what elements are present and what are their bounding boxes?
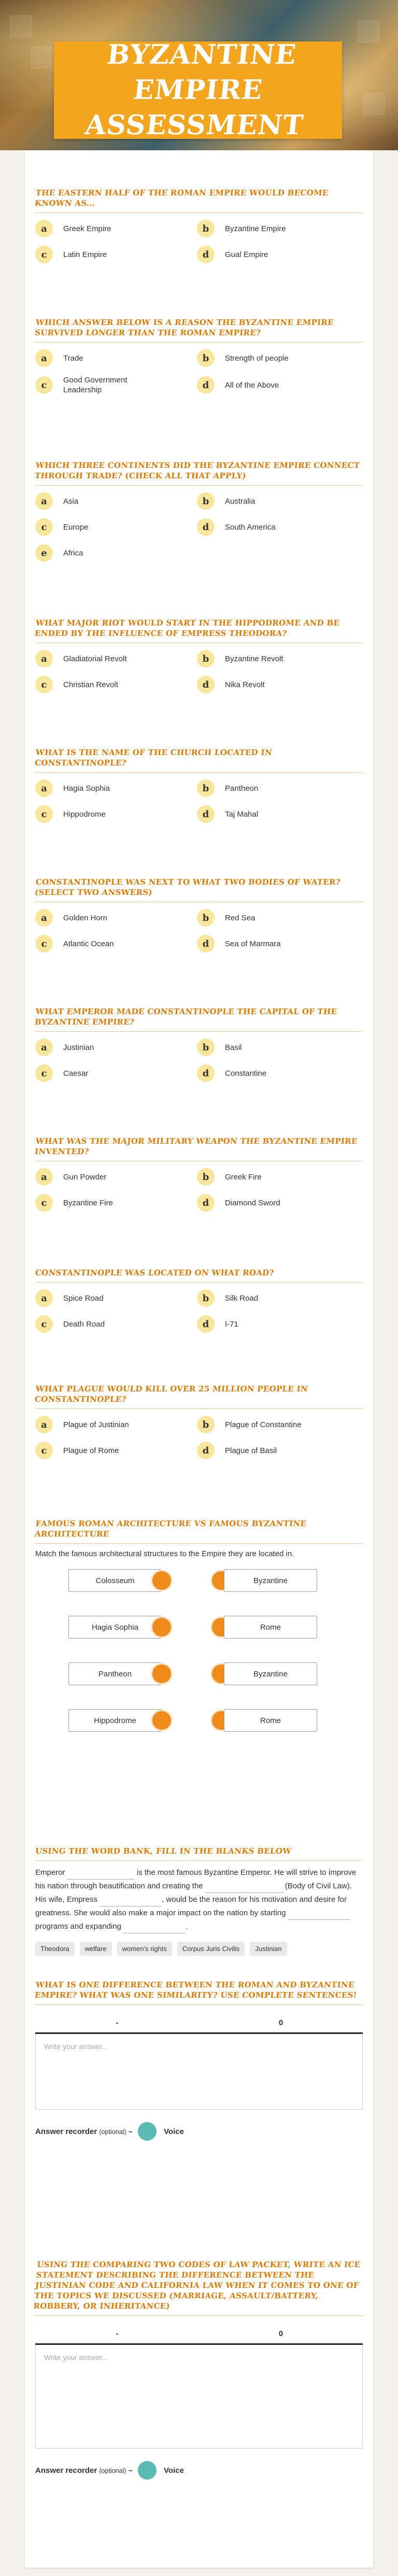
question-title: THE EASTERN HALF OF THE ROMAN EMPIRE WOULD BECOME KNOWN AS... (34, 188, 329, 208)
option-label: Good Government Leadership (63, 376, 127, 394)
divider (35, 212, 363, 213)
option-letter: d (197, 805, 215, 823)
question-title: WHAT IS ONE DIFFERENCE BETWEEN THE ROMAN AND BYZANTINE EMPIRE? WHAT WAS ONE SIMILARITY? USE COMPLETE SENTENCES! (34, 1980, 358, 2000)
option-label: Sea of Marmara (225, 939, 281, 948)
title-banner (54, 41, 342, 139)
option-letter: c (35, 246, 53, 263)
option-d[interactable] (197, 1440, 352, 1461)
divider (35, 1543, 363, 1544)
question-title: USING THE WORD BANK, FILL IN THE BLANKS BELOW (35, 1846, 292, 1856)
option-label: I-71 (225, 1319, 238, 1329)
option-d[interactable] (197, 933, 352, 954)
table-col: - (116, 2018, 119, 2027)
option-letter: c (35, 676, 53, 693)
option-label: Gladiatorial Revolt (63, 654, 127, 663)
match-left-item[interactable]: Colosseum (68, 1569, 162, 1592)
option-c[interactable] (35, 244, 191, 265)
option-c[interactable] (35, 1314, 191, 1334)
match-left-item[interactable]: Hagia Sophia (68, 1616, 162, 1639)
option-letter: d (197, 935, 215, 952)
fill-text: (Body of Civil Law). His wife, Empress (35, 1882, 352, 1904)
matching-question (35, 1518, 363, 1766)
option-label: Greek Fire (225, 1172, 262, 1182)
option-label: Latin Empire (63, 250, 107, 259)
option-label: Byzantine Revolt (225, 654, 283, 663)
option-letter: a (35, 1038, 53, 1056)
match-connector[interactable] (152, 1571, 171, 1590)
option-letter: d (197, 1315, 215, 1333)
question-instructions: Match the famous architectural structures to the Empire they are located in. (35, 1549, 294, 1558)
option-d[interactable] (197, 1063, 352, 1084)
divider (35, 2004, 363, 2005)
option-d[interactable] (197, 244, 352, 265)
divider (35, 2315, 363, 2316)
option-c[interactable] (35, 674, 191, 695)
blank-2[interactable] (205, 1883, 283, 1893)
option-letter: d (197, 1442, 215, 1459)
page-title: BYZANTINE EMPIRE ASSESSMENT (83, 39, 305, 141)
answer-recorder (35, 2461, 363, 2480)
question-2 (35, 317, 363, 405)
fill-text: . (186, 1922, 188, 1931)
match-connector[interactable] (152, 1664, 171, 1683)
question-3 (35, 460, 363, 568)
word-bank-chip[interactable]: women's rights (117, 1942, 172, 1956)
option-letter: b (197, 349, 215, 367)
match-left-item[interactable]: Pantheon (68, 1662, 162, 1685)
option-label: Justinian (63, 1043, 94, 1052)
question-title: CONSTANTINOPLE WAS NEXT TO WHAT TWO BODIES OF WATER? (SELECT TWO ANSWERS) (34, 877, 341, 897)
option-label: Europe (63, 522, 89, 532)
option-b[interactable] (197, 1414, 352, 1435)
question-title: WHAT PLAGUE WOULD KILL OVER 25 MILLION PEOPLE IN CONSTANTINOPLE? (34, 1384, 308, 1404)
option-letter: c (35, 518, 53, 536)
fill-in-blanks-question (35, 1846, 363, 1956)
question-10 (35, 1384, 363, 1466)
option-letter: a (35, 1416, 53, 1433)
option-label: Nika Revolt (225, 680, 265, 689)
voice-label: Voice (164, 2466, 184, 2475)
option-letter: b (197, 1416, 215, 1433)
option-label: Pantheon (225, 784, 259, 793)
blank-1[interactable] (67, 1870, 135, 1880)
option-a[interactable] (35, 1288, 191, 1308)
option-letter: e (35, 544, 53, 562)
word-bank-chip[interactable]: welfare (80, 1942, 112, 1956)
option-label: Africa (63, 548, 83, 558)
word-bank-chip[interactable]: Corpus Juris Civilis (177, 1942, 245, 1956)
fill-text: is the most famous Byzantine Emperor. He will strive to improve his nation through beautification and creating the (35, 1868, 357, 1890)
option-label: Plague of Rome (63, 1446, 119, 1455)
blank-5[interactable] (123, 1924, 186, 1933)
option-letter: a (35, 909, 53, 927)
matching-area (35, 1569, 363, 1766)
question-title: WHAT IS THE NAME OF THE CHURCH LOCATED IN CONSTANTINOPLE? (34, 748, 273, 767)
option-b[interactable] (197, 1288, 352, 1308)
option-c[interactable] (35, 1063, 191, 1084)
option-a[interactable] (35, 1037, 191, 1058)
question-9 (35, 1268, 363, 1340)
question-1 (35, 188, 363, 270)
option-letter: a (35, 1289, 53, 1307)
option-letter: b (197, 220, 215, 237)
fill-text: , would be the reason for his motivation and desire for greatness. She would also make a major impact on the nation by starting (35, 1895, 347, 1917)
option-b[interactable] (197, 218, 352, 239)
option-letter: c (35, 1064, 53, 1082)
option-letter: d (197, 246, 215, 263)
option-d[interactable] (197, 517, 352, 537)
divider (35, 1282, 363, 1283)
option-a[interactable] (35, 348, 191, 368)
option-c[interactable] (35, 933, 191, 954)
question-8 (35, 1136, 363, 1218)
question-5 (35, 747, 363, 830)
option-a[interactable] (35, 648, 191, 669)
hero-background (0, 0, 398, 150)
option-letter: c (35, 1194, 53, 1212)
option-letter: b (197, 779, 215, 797)
option-b[interactable] (197, 348, 352, 368)
option-letter: a (35, 349, 53, 367)
divider (35, 772, 363, 773)
option-label: Hagia Sophia (63, 784, 110, 793)
option-c[interactable] (35, 1192, 191, 1213)
option-b[interactable] (197, 491, 352, 511)
question-title: WHAT MAJOR RIOT WOULD START IN THE HIPPODROME AND BE ENDED BY THE INFLUENCE OF EMPRESS THEODORA? (34, 618, 340, 638)
match-right-item[interactable]: Byzantine (224, 1569, 317, 1592)
option-d[interactable] (197, 1192, 352, 1213)
option-d[interactable] (197, 375, 352, 395)
question-7 (35, 1006, 363, 1089)
question-title: WHAT EMPEROR MADE CONSTANTINOPLE THE CAPITAL OF THE BYZANTINE EMPIRE? (34, 1007, 338, 1027)
match-connector[interactable] (152, 1711, 171, 1730)
option-label: Byzantine Fire (63, 1198, 113, 1207)
answer-textarea[interactable]: Write your answer... (35, 2345, 363, 2449)
option-label: Gun Powder (63, 1172, 107, 1182)
match-left-item[interactable]: Hippodrome (68, 1709, 162, 1732)
option-label: Plague of Constantine (225, 1420, 302, 1429)
option-c[interactable] (35, 804, 191, 824)
fill-text: programs and expanding (35, 1922, 121, 1931)
option-label: Silk Road (225, 1293, 259, 1303)
option-letter: c (35, 376, 53, 394)
option-label: Hippodrome (63, 809, 106, 819)
option-b[interactable] (197, 778, 352, 799)
response-table-header (35, 2013, 363, 2034)
table-col: 0 (278, 2018, 283, 2027)
option-label: Basil (225, 1043, 242, 1052)
divider (35, 1031, 363, 1032)
option-a[interactable] (35, 778, 191, 799)
word-bank-chip[interactable]: Justinian (250, 1942, 287, 1956)
option-c[interactable] (35, 375, 160, 395)
option-label: Australia (225, 496, 255, 506)
option-e[interactable] (35, 543, 191, 563)
option-label: Byzantine Empire (225, 224, 286, 233)
question-title: FAMOUS ROMAN ARCHITECTURE VS FAMOUS BYZANTINE ARCHITECTURE (34, 1519, 307, 1539)
blank-3[interactable] (100, 1897, 162, 1906)
option-letter: c (35, 805, 53, 823)
option-label: Plague of Justinian (63, 1420, 129, 1429)
option-label: Christian Revolt (63, 680, 118, 689)
option-letter: b (197, 1168, 215, 1186)
option-letter: d (197, 518, 215, 536)
question-title: WHICH THREE CONTINENTS DID THE BYZANTINE EMPIRE CONNECT THROUGH TRADE? (CHECK ALL THAT APPLY) (34, 461, 361, 480)
option-letter: a (35, 220, 53, 237)
option-letter: a (35, 492, 53, 510)
question-title: USING THE COMPARING TWO CODES OF LAW PACKET, WRITE AN ICE STATEMENT DESCRIBING THE DIFFERENCE BETWEEN THE JUSTINIAN CODE AND CALIFORNIA LAW WHEN IT COMES TO ONE OF THE TOPICS WE DISCUSSED (MARRIAGE, ASSAULT/BATTERY, ROBBERY, OR INHERITANCE) (33, 2260, 361, 2311)
option-b[interactable] (197, 648, 352, 669)
option-label: Asia (63, 496, 79, 506)
match-right-item[interactable]: Rome (224, 1709, 317, 1732)
option-a[interactable] (35, 491, 191, 511)
option-letter: c (35, 1315, 53, 1333)
option-letter: b (197, 650, 215, 667)
option-letter: b (197, 1289, 215, 1307)
option-letter: b (197, 909, 215, 927)
option-a[interactable] (35, 1414, 191, 1435)
assessment-card (25, 150, 373, 2568)
option-label: Caesar (63, 1069, 89, 1078)
option-label: All of the Above (225, 380, 279, 390)
option-label: Strength of people (225, 353, 289, 363)
recorder-label: Answer recorder (optional) – (35, 2466, 133, 2475)
option-label: Greek Empire (63, 224, 111, 233)
word-bank (35, 1942, 363, 1956)
option-letter: d (197, 1064, 215, 1082)
option-d[interactable] (197, 674, 352, 695)
question-title: WHAT WAS THE MAJOR MILITARY WEAPON THE BYZANTINE EMPIRE INVENTED? (34, 1136, 358, 1156)
option-a[interactable] (35, 907, 191, 928)
option-letter: a (35, 779, 53, 797)
blank-4[interactable] (288, 1910, 350, 1920)
option-label: Gual Empire (225, 250, 268, 259)
question-4 (35, 618, 363, 700)
divider (35, 1860, 363, 1861)
option-letter: d (197, 376, 215, 394)
table-col: 0 (278, 2329, 283, 2338)
option-a[interactable] (35, 1166, 191, 1187)
option-letter: b (197, 492, 215, 510)
question-title: WHICH ANSWER BELOW IS A REASON THE BYZANTINE EMPIRE SURVIVED LONGER THAN THE ROMAN EMPIRE? (34, 318, 334, 337)
option-letter: d (197, 1194, 215, 1212)
option-label: Constantine (225, 1069, 267, 1078)
option-d[interactable] (197, 1314, 352, 1334)
open-question-1 (35, 1980, 363, 2141)
response-table-header (35, 2324, 363, 2345)
voice-label: Voice (164, 2127, 184, 2136)
fill-paragraph (35, 1866, 363, 1933)
option-letter: a (35, 1168, 53, 1186)
option-label: Red Sea (225, 913, 255, 922)
option-label: South America (225, 522, 276, 532)
option-label: Death Road (63, 1319, 105, 1329)
recorder-label: Answer recorder (optional) – (35, 2127, 133, 2136)
option-c[interactable] (35, 1440, 191, 1461)
answer-recorder (35, 2122, 363, 2141)
question-title: CONSTANTINOPLE WAS LOCATED ON WHAT ROAD? (35, 1268, 275, 1277)
option-label: Spice Road (63, 1293, 104, 1303)
match-connector[interactable] (152, 1618, 171, 1636)
divider (35, 485, 363, 486)
option-label: Taj Mahal (225, 809, 259, 819)
option-label: Diamond Sword (225, 1198, 280, 1207)
voice-record-button[interactable] (138, 2461, 157, 2480)
option-letter: c (35, 935, 53, 952)
fill-text: Emperor (35, 1868, 65, 1877)
option-c[interactable] (35, 517, 191, 537)
divider (35, 342, 363, 343)
word-bank-chip[interactable]: Theodora (35, 1942, 75, 1956)
option-letter: c (35, 1442, 53, 1459)
divider (35, 1408, 363, 1409)
option-a[interactable] (35, 218, 191, 239)
option-label: Plague of Basil (225, 1446, 277, 1455)
match-right-item[interactable]: Rome (224, 1616, 317, 1639)
option-label: Atlantic Ocean (63, 939, 114, 948)
option-b[interactable] (197, 1166, 352, 1187)
table-col: - (116, 2329, 119, 2338)
option-b[interactable] (197, 907, 352, 928)
option-d[interactable] (197, 804, 352, 824)
question-6 (35, 877, 363, 959)
match-right-item[interactable]: Byzantine (224, 1662, 317, 1685)
option-b[interactable] (197, 1037, 352, 1058)
option-label: Golden Horn (63, 913, 108, 922)
voice-record-button[interactable] (138, 2122, 157, 2141)
option-letter: b (197, 1038, 215, 1056)
option-letter: a (35, 650, 53, 667)
answer-textarea[interactable]: Write your answer... (35, 2034, 363, 2110)
option-letter: d (197, 676, 215, 693)
option-label: Trade (63, 353, 83, 363)
open-question-2 (35, 2259, 363, 2480)
